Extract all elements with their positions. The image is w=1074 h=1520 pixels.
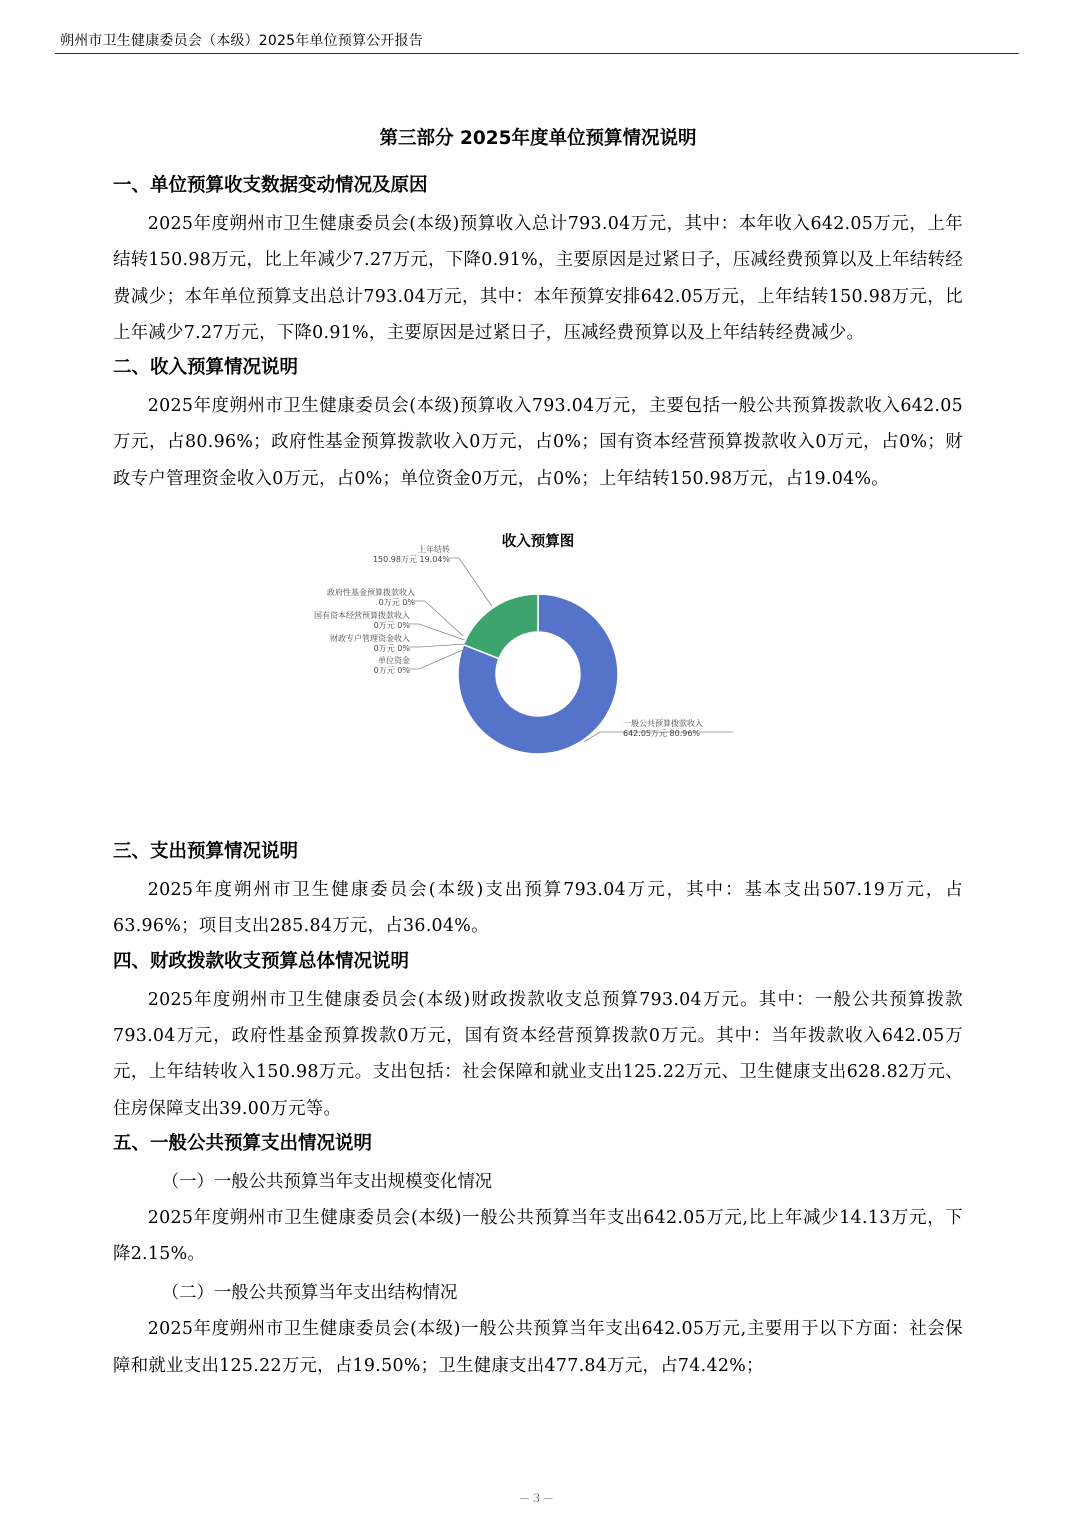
section-5-paragraph-2: 2025年度朔州市卫生健康委员会(本级)一般公共预算当年支出642.05万元,主要用于以下方面：社会保障和就业支出125.22万元，占19.50%；卫生健康支出477.84万元，占74.42%； — [113, 1319, 963, 1376]
slice-name-label-5: 单位资金 — [378, 656, 410, 666]
section-5-paragraph-1: 2025年度朔州市卫生健康委员会(本级)一般公共预算当年支出642.05万元,比上年减少14.13万元，下降2.15%。 — [113, 1207, 963, 1265]
slice-name-label-3: 国有资本经营预算拨款收入 — [314, 611, 410, 621]
leader-line-1 — [448, 558, 492, 606]
slice-value-label-1: 150.98万元 19.04% — [372, 555, 450, 565]
slice-name-label-1: 上年结转 — [418, 545, 450, 555]
slice-value-label-3: 0万元 0% — [373, 621, 410, 631]
donut-chart — [113, 500, 963, 838]
chart-title: 收入预算图 — [501, 534, 575, 551]
section-4-paragraph: 2025年度朔州市卫生健康委员会(本级)财政拨款收支总预算793.04万元。其中：一般公共预算拨款793.04万元，政府性基金预算拨款0万元，国有资本经营预算拨款0万元。其中：当年拨款收入642.05万元，上年结转收入150.98万元。支出包括：社会保障和就业支出125.22万元、卫生健康支出628.82万元、住房保障支出39.00万元等。 — [113, 989, 963, 1119]
slice-name-label-2: 政府性基金预算拨款收入 — [327, 588, 415, 598]
slice-value-label-4: 0万元 0% — [373, 644, 410, 654]
section-2-paragraph: 2025年度朔州市卫生健康委员会(本级)预算收入793.04万元，主要包括一般公共预算拨款收入642.05万元，占80.96%；政府性基金预算拨款收入0万元，占0%；国有资本经营预算拨款收入0万元，占0%；财政专户管理资金收入0万元，占0%；单位资金0万元，占0%；上年结转150.98万元，占19.04%。 — [113, 396, 963, 489]
running-header: 朔州市卫生健康委员会（本级）2025年单位预算公开报告 — [60, 33, 424, 49]
section-5-subheading-2: （二）一般公共预算当年支出结构情况 — [161, 1283, 458, 1304]
report-body — [113, 120, 963, 1387]
section-3-paragraph: 2025年度朔州市卫生健康委员会(本级)支出预算793.04万元，其中：基本支出507.19万元，占63.96%；项目支出285.84万元，占36.04%。 — [113, 880, 963, 937]
section-4-heading: 四、财政拨款收支预算总体情况说明 — [113, 950, 410, 972]
slice-1 — [464, 594, 538, 659]
section-3-heading: 三、支出预算情况说明 — [113, 841, 299, 863]
section-1-heading: 一、单位预算收支数据变动情况及原因 — [113, 175, 428, 196]
page-number: －３－ — [519, 1492, 555, 1505]
slice-value-label-5: 0万元 0% — [373, 666, 410, 676]
leader-line-3 — [408, 624, 465, 640]
page-title: 第三部分 2025年度单位预算情况说明 — [379, 128, 697, 149]
slice-value-label-0: 642.05万元 80.96% — [623, 729, 701, 739]
section-2-heading: 二、收入预算情况说明 — [113, 357, 299, 379]
slice-name-label-0: 一般公共预算拨款收入 — [623, 719, 703, 729]
header-divider — [55, 53, 1019, 54]
slice-name-label-4: 财政专户管理资金收入 — [330, 634, 410, 644]
income-budget-chart — [113, 500, 963, 838]
slice-value-label-2: 0万元 0% — [378, 598, 415, 608]
section-5-subheading-1: （一）一般公共预算当年支出规模变化情况 — [161, 1171, 493, 1192]
section-5-heading: 五、一般公共预算支出情况说明 — [113, 1132, 373, 1154]
leader-line-4 — [408, 644, 466, 647]
section-1-paragraph: 2025年度朔州市卫生健康委员会(本级)预算收入总计793.04万元，其中：本年收入642.05万元，上年结转150.98万元，比上年减少7.27万元，下降0.91%，主要原因是过紧日子，压减经费预算以及上年结转经费减少；本年单位预算支出总计793.04万元，其中：本年预算安排642.05万元，上年结转150.98万元，比上年减少7.27万元，下降0.91%，主要原因是过紧日子，压减经费预算以及上年结转经费减少。 — [113, 214, 963, 343]
